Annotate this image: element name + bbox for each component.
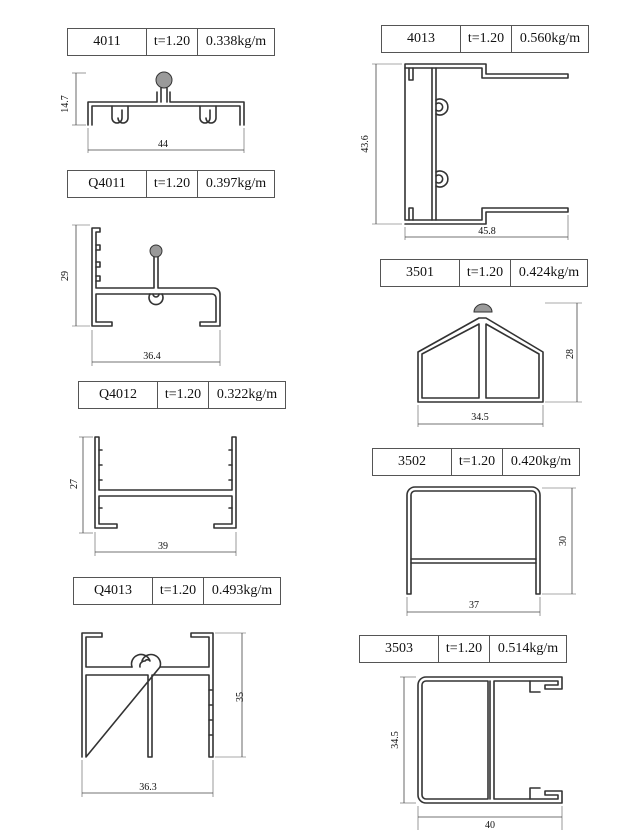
wall-thickness: t=1.20	[152, 578, 203, 604]
dimension-width-label: 44	[158, 139, 168, 150]
profile-code: 4013	[407, 31, 435, 46]
unit-weight: 0.322kg/m	[208, 382, 285, 408]
unit-weight: 0.420kg/m	[502, 449, 579, 475]
dimension-height-label: 30	[558, 536, 569, 546]
profile-code: 3502	[398, 454, 426, 469]
profile-code: Q4013	[93, 583, 133, 598]
unit-weight: 0.514kg/m	[489, 636, 566, 662]
wall-thickness: t=1.20	[157, 382, 208, 408]
dimension-width-label: 37	[469, 600, 479, 611]
dimension-height-label: 27	[69, 479, 80, 489]
profile-3502-drawing	[407, 487, 576, 616]
dimension-width-label: 34.5	[471, 412, 489, 423]
dimension-width-label: 40	[485, 820, 495, 831]
profile-code: 3503	[385, 641, 413, 656]
wall-thickness: t=1.20	[451, 449, 502, 475]
dimension-height-label: 35	[235, 692, 246, 702]
profile-q4013-drawing	[82, 633, 246, 797]
profile-4013-drawing	[360, 64, 568, 240]
dimension-height-label: 28	[565, 349, 576, 359]
profile-3503-drawing	[390, 677, 562, 831]
dimension-width-label: 45.8	[478, 226, 496, 237]
unit-weight: 0.424kg/m	[510, 260, 587, 286]
dimension-height-label: 34.5	[390, 731, 401, 749]
wall-thickness: t=1.20	[459, 260, 510, 286]
profile-4011-drawing	[60, 72, 244, 153]
unit-weight: 0.397kg/m	[197, 171, 274, 197]
profile-q4011-drawing	[60, 225, 220, 366]
profile-code: 4011	[93, 34, 121, 49]
wall-thickness: t=1.20	[146, 171, 197, 197]
dimension-height-label: 29	[60, 271, 71, 281]
profile-3501-drawing	[418, 303, 582, 427]
wall-thickness: t=1.20	[460, 26, 511, 52]
dimension-width-label: 39	[158, 541, 168, 552]
profile-q4012-drawing	[69, 437, 236, 556]
unit-weight: 0.560kg/m	[511, 26, 588, 52]
unit-weight: 0.493kg/m	[203, 578, 280, 604]
profile-code: Q4011	[88, 176, 126, 191]
profile-code: 3501	[406, 265, 434, 280]
unit-weight: 0.338kg/m	[197, 29, 274, 55]
wall-thickness: t=1.20	[146, 29, 197, 55]
wall-thickness: t=1.20	[438, 636, 489, 662]
profile-code: Q4012	[98, 387, 138, 402]
dimension-width-label: 36.3	[139, 782, 157, 793]
dimension-width-label: 36.4	[143, 351, 161, 362]
dimension-height-label: 14.7	[60, 95, 71, 113]
dimension-height-label: 43.6	[360, 135, 371, 153]
